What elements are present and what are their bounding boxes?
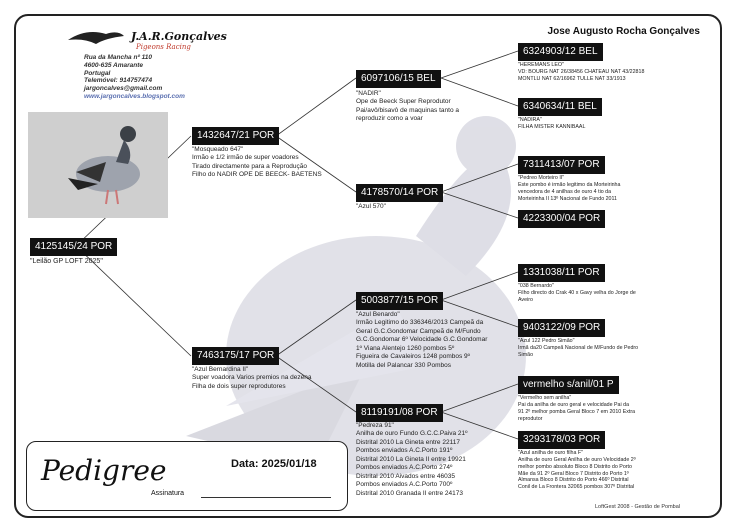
dds-description: Pai da anilha de ouro geral e velocidade Pai da 91 2º melhor pomba Geral Bloco 7 em 2010 Extra reprodutor bbox=[518, 402, 636, 422]
dds-ring: vermelho s/anil/01 P bbox=[518, 376, 619, 394]
sire-name: "Mosqueado 647" bbox=[192, 146, 244, 153]
sds-description: Este pombo é irmão legitimo da Morteirinha vencedora de 4 anilhas de ouro 4 tio da Morteirinha II 13º Nacional de Fundo 2011 bbox=[518, 182, 621, 202]
ddd-ring: 3293178/03 POR bbox=[518, 431, 605, 449]
address-line: www.jargoncalves.blogspot.com bbox=[84, 92, 185, 100]
dss-ring: 1331038/11 POR bbox=[518, 264, 605, 282]
dss-name: "038 Bernardo" bbox=[518, 283, 554, 289]
dam-name: "Azul Bernardina II" bbox=[192, 366, 249, 373]
signature-line[interactable] bbox=[201, 497, 331, 498]
sdd-ring: 4223300/04 POR bbox=[518, 210, 605, 228]
pigeon-photo bbox=[28, 112, 168, 218]
ssd-description: FILHA MISTER KANNIBAAL bbox=[518, 124, 586, 130]
software-credit: LoftGest 2008 - Gestão de Pombal bbox=[595, 504, 680, 510]
owner-name: Jose Augusto Rocha Gonçalves bbox=[547, 26, 700, 37]
ddd-name: "Azul anilha de ouro filha F" bbox=[518, 450, 584, 456]
sire-sire-ring: 6097106/15 BEL bbox=[356, 70, 441, 88]
dam-dam-ring: 8119191/08 POR bbox=[356, 404, 443, 422]
logo-subtitle: Pigeons Racing bbox=[136, 43, 191, 51]
logo-name: J.A.R.Gonçalves bbox=[131, 30, 227, 43]
sire-sire-description: Ope de Beeck Super Reprodutor Pai/avô/bisavô de maquinas tanto a reproduzir como a voar bbox=[356, 98, 459, 122]
ddd-description: Anilha de ouro Geral Anilha de ouro Velocidade 2º melhor pombo absoluto Bloco 8 Distrito do Porto Mãe da 91 2º Geral Bloco 7 Distrito do Porto 1º Almansa Bloco 8 Distrito do Porto 466º Distrital Conil de La Frontera 32065 pombos 307º Distrital bbox=[518, 457, 636, 491]
ssd-name: "NADIRA" bbox=[518, 117, 542, 123]
dds-name: "Vermelho sem anilha" bbox=[518, 395, 572, 401]
signature-label: Assinatura bbox=[151, 490, 185, 497]
address-line: Telemóvel: 914757474 bbox=[84, 77, 153, 85]
sire-dam-ring: 4178570/14 POR bbox=[356, 184, 443, 202]
sire-sire-name: "NADIR" bbox=[356, 90, 381, 97]
pedigree-label: Pedigree bbox=[41, 454, 167, 487]
sss-name: "HEREMANS LEO" bbox=[518, 62, 564, 68]
address-line: jargoncalves@gmail.com bbox=[84, 85, 163, 93]
sire-ring: 1432647/21 POR bbox=[192, 127, 279, 145]
sds-ring: 7311413/07 POR bbox=[518, 156, 605, 174]
dam-sire-ring: 5003877/15 POR bbox=[356, 292, 443, 310]
sire-description: Irmão e 1/2 irmão de super voadores Tirado directamente para a Reprodução Filho do NADIR OPE DE BEECK- BAETENS bbox=[192, 154, 322, 178]
sds-name: "Pedreo Morteiro II" bbox=[518, 175, 565, 181]
pigeon-photo-illustration bbox=[28, 112, 168, 218]
dam-sire-description: Irmão Legitimo do 336346/2013 Campeã da Geral G.C.Gondomar Campeã de M/Fundo G.C.Gondomar 6º Velocidade G.C.Gondomar 1º Viana Alentejo 1260 pombos 5º Figueira de Cavaleiros 1248 pombos 9º Motilla del Palancar 330 Pombos bbox=[356, 319, 488, 369]
dsd-description: Irmã da20 Campeã Nacional de M/Fundo de Pedro Simão bbox=[518, 345, 639, 358]
dsd-name: "Azul 122 Pedro Simão" bbox=[518, 338, 575, 344]
pedigree-sheet bbox=[14, 14, 722, 518]
dam-dam-description: Anilha de ouro Fundo G.C.C.Paiva 21º Distrital 2010 La Gineta entre 22117 Pombos enviados A.C.Porto 191º Distrital 2010 La Gineta II entre 19921 Pombos enviados A.C.Porto 274º Distrital 2010 Aivados entre 46035 Pombos enviados A.C.Porto 700º Distrital 2010 Granada II entre 24173 bbox=[356, 430, 468, 497]
sss-ring: 6324903/12 BEL bbox=[518, 43, 603, 61]
owner-address bbox=[84, 54, 185, 101]
ssd-ring: 6340634/11 BEL bbox=[518, 98, 602, 116]
dam-ring: 7463175/17 POR bbox=[192, 347, 279, 365]
pedigree-footer-box bbox=[26, 441, 348, 511]
dss-description: Filho directo do Crak 40 x Gavy velha do Jorge de Aveiro bbox=[518, 290, 636, 303]
dam-sire-name: "Azul Benardo" bbox=[356, 311, 400, 318]
address-line: 4600-635 Amarante bbox=[84, 61, 144, 69]
address-line: Portugal bbox=[84, 69, 111, 77]
sire-dam-name: "Azul 570" bbox=[356, 203, 386, 210]
logo-wings-icon bbox=[66, 26, 126, 48]
dam-description: Super voadora Varios premios na dezena Filha de dois super reprodutores bbox=[192, 374, 312, 390]
dam-dam-name: "Pedreza 91" bbox=[356, 422, 394, 429]
dsd-ring: 9403122/09 POR bbox=[518, 319, 605, 337]
sss-description: VD: BOURG NAT 26/38456 CHATEAU NAT 43/22818 MONTLU NAT 62/16962 TULLE NAT 33/1913 bbox=[518, 69, 645, 82]
subject-ring: 4125145/24 POR bbox=[30, 238, 117, 256]
pedigree-date: Data: 2025/01/18 bbox=[231, 458, 317, 470]
subject-name: "Leilão GP LOFT 2025" bbox=[30, 258, 103, 265]
address-line: Rua da Mancha nº 110 bbox=[84, 54, 152, 61]
